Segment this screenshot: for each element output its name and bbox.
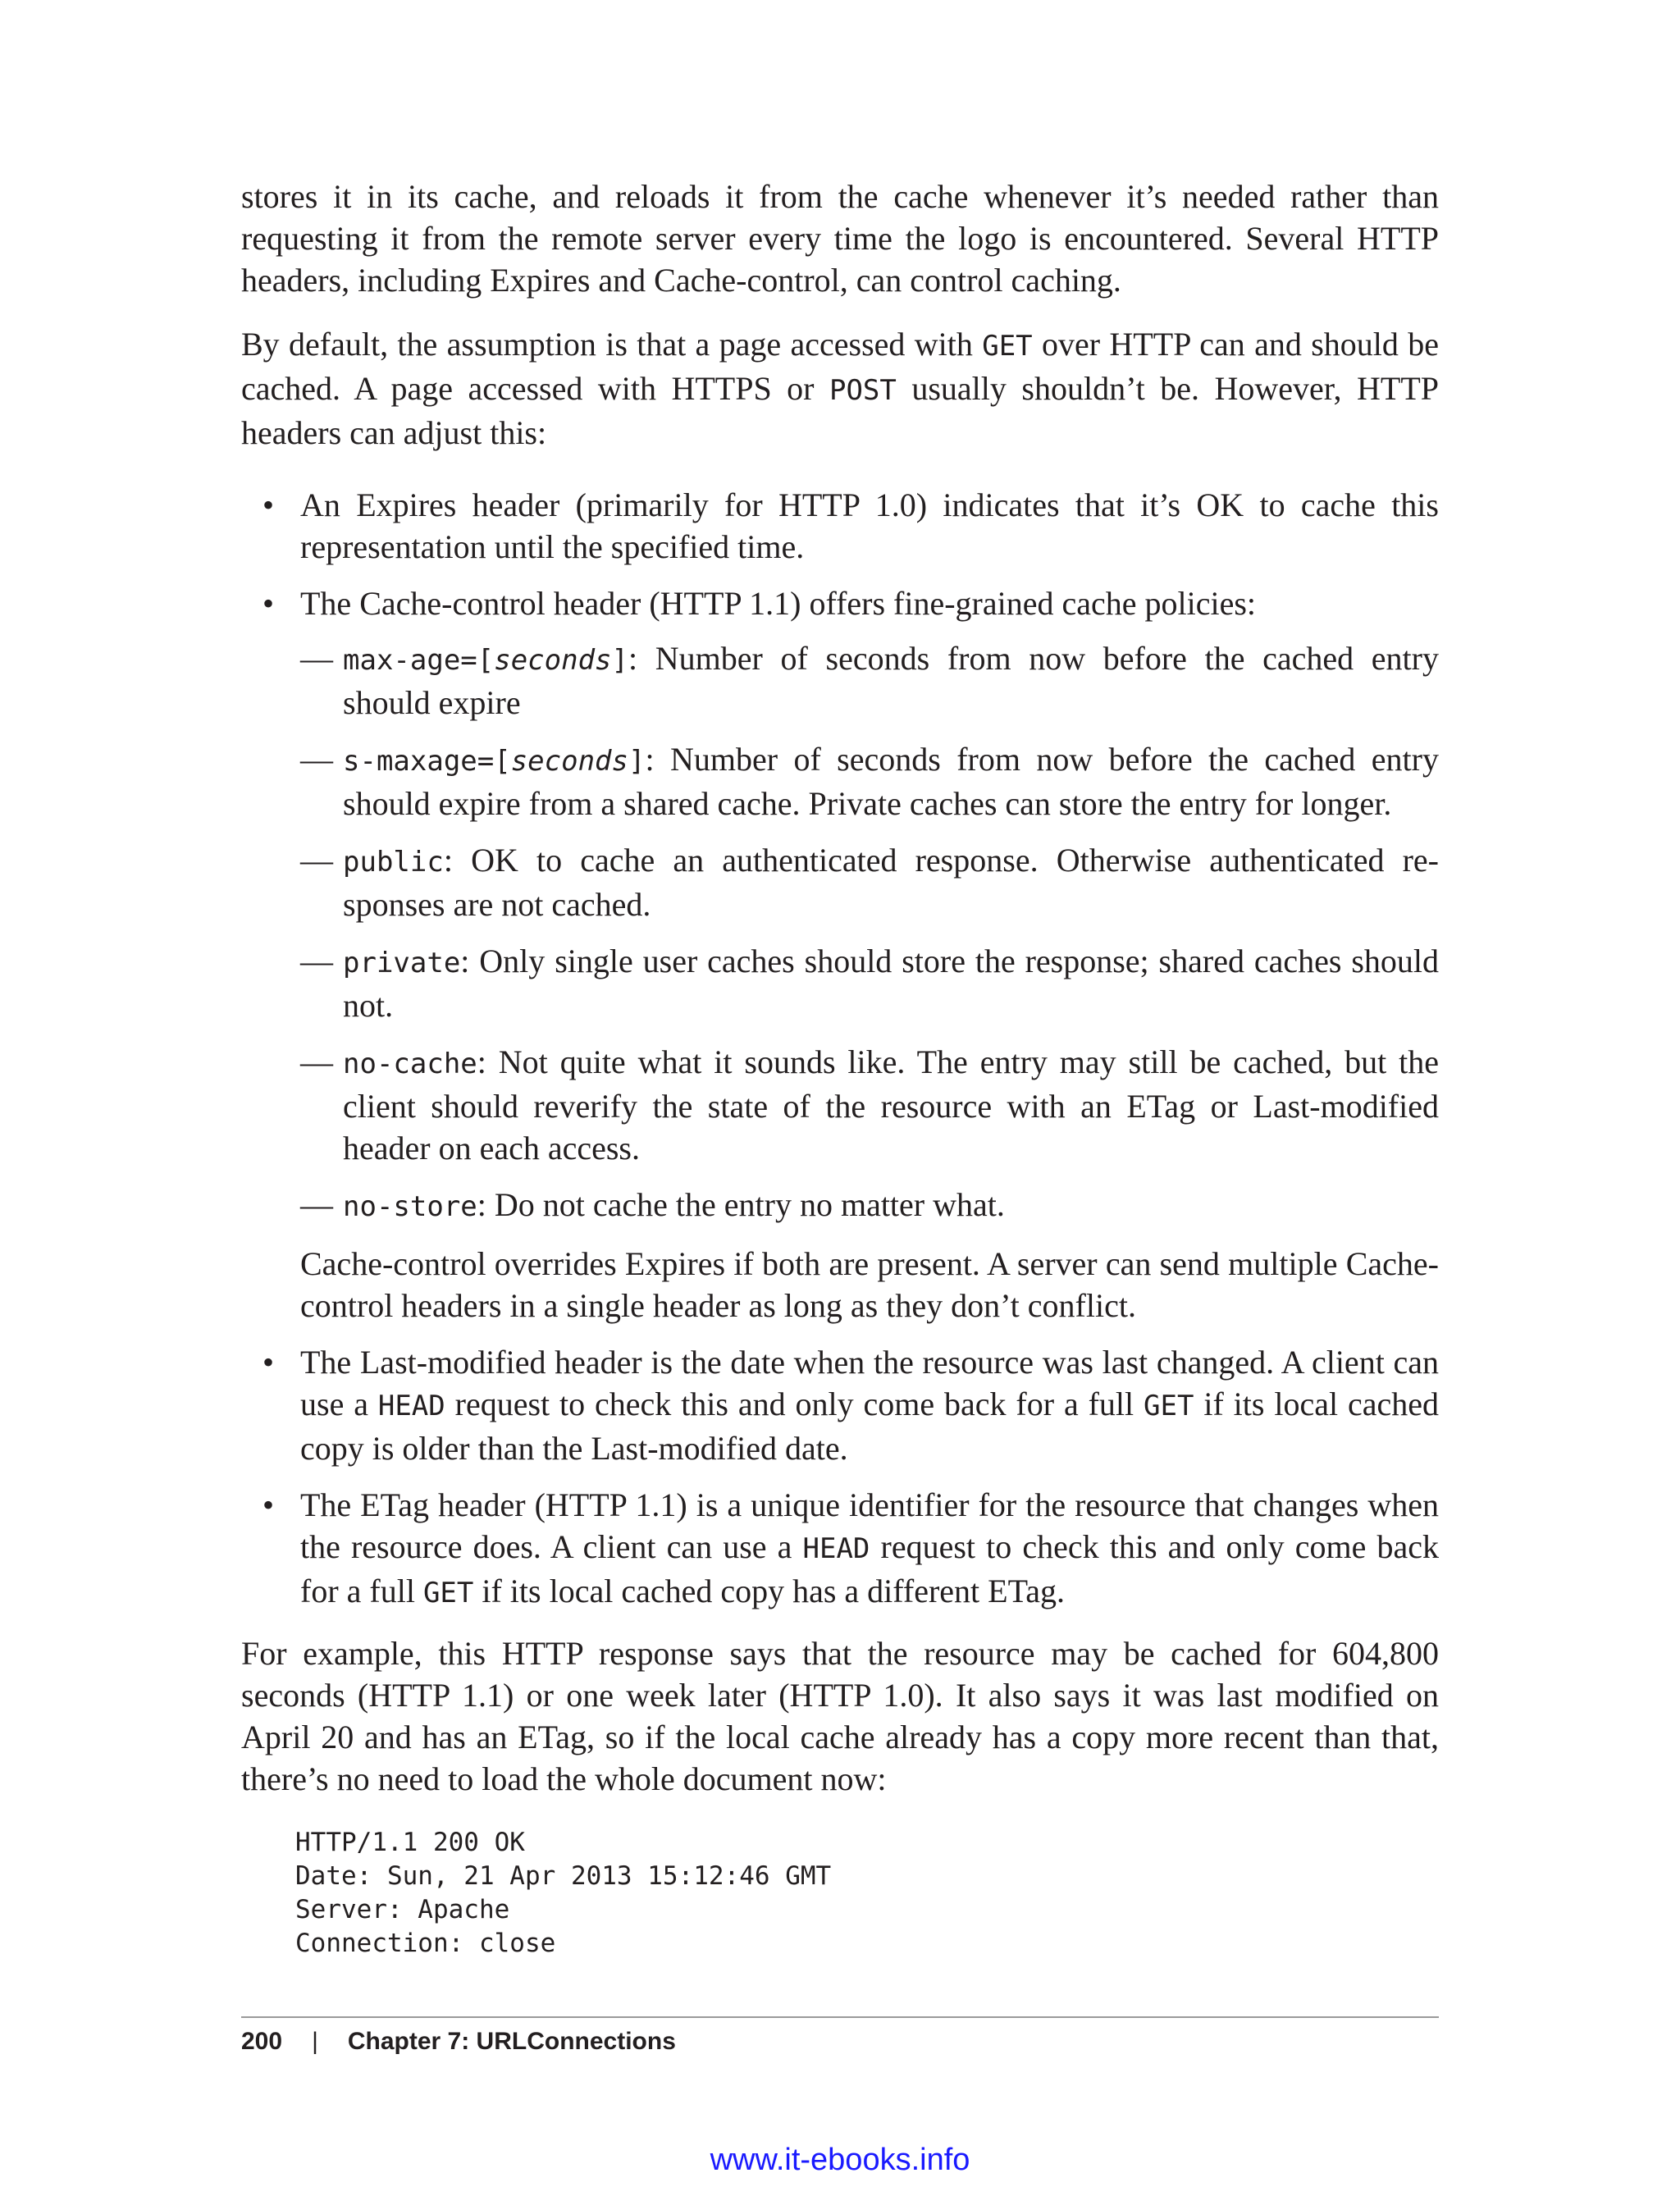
inline-code-get: GET xyxy=(1144,1390,1194,1422)
directive-item xyxy=(300,1041,1439,1169)
text-run: request to check this and only come back for a full xyxy=(300,1528,1439,1609)
text-run: if its local cached copy has a different ETag. xyxy=(473,1573,1065,1609)
directive-description: : Not quite what it sounds like. The entry may still be cached, but the client should reverify the state of the resource with an ETag or Last-modified header on each access. xyxy=(343,1043,1439,1166)
dash-glyph: — xyxy=(300,842,333,879)
bullet-glyph: • xyxy=(262,1486,275,1523)
bullet-glyph: • xyxy=(262,486,275,523)
list-item-text: The Cache-control header (HTTP 1.1) offers fine-grained cache policies: xyxy=(300,585,1257,622)
code-line: Date: Sun, 21 Apr 2013 15:12:46 GMT xyxy=(295,1861,832,1891)
paragraph-text: stores it in its cache, and reloads it from the cache whenever it’s needed rather than requesting it from the remote server every time the logo is encountered. Several HTTP headers, including Expires and Cache-control, can control caching. xyxy=(241,178,1439,299)
list-item-expires xyxy=(254,484,1439,568)
http-response-code-block xyxy=(295,1826,831,1961)
paragraph-example xyxy=(241,1632,1439,1800)
text-run: if its local cached copy is older than the Last-modified date. xyxy=(300,1386,1439,1467)
directive-code: no-cache xyxy=(343,1048,477,1080)
directive-item xyxy=(300,1184,1439,1228)
inline-code-head: HEAD xyxy=(377,1390,445,1422)
dash-glyph: — xyxy=(300,640,333,677)
directive-description: : Number of seconds from now before the cached entry should expire from a shared cache. Private caches can store the entry for longer. xyxy=(343,741,1439,822)
directive-code: max-age=[ xyxy=(343,644,495,677)
directive-item xyxy=(300,637,1439,724)
list-item-last-modified xyxy=(254,1341,1439,1469)
directive-argument: seconds xyxy=(494,644,612,677)
footer-separator: | xyxy=(312,2028,318,2055)
dash-glyph: — xyxy=(300,1043,333,1080)
inline-code-get: GET xyxy=(422,1577,474,1609)
paragraph-default-assumption xyxy=(241,323,1439,454)
directive-description: : OK to cache an authenticated response. Otherwise authenticated responses are not cached. xyxy=(343,842,1439,923)
code-line: HTTP/1.1 200 OK xyxy=(295,1828,525,1857)
code-line: Server: Apache xyxy=(295,1895,510,1924)
paragraph-caching-intro xyxy=(241,176,1439,301)
directive-bracket: ] xyxy=(611,644,629,677)
directive-list xyxy=(300,637,1439,1228)
directive-item xyxy=(300,839,1439,925)
text-run: The Last-modified header is the date when the resource was last changed. A client can use a xyxy=(300,1344,1439,1422)
directive-argument: seconds xyxy=(510,745,628,778)
cache-control-note: Cache-control overrides Expires if both are present. A server can send multiple Cache-control headers in a single header as long as they don’t conflict. xyxy=(300,1245,1439,1324)
directive-item xyxy=(300,738,1439,824)
list-item-cache-control xyxy=(254,582,1439,1326)
page-footer xyxy=(241,2028,676,2056)
bullet-glyph: • xyxy=(262,1344,275,1381)
paragraph-text: For example, this HTTP response says that the resource may be cached for 604,800 seconds (HTTP 1.1) or one week later (HTTP 1.0). It also says it was last modified on April 20 and has an ETag, so if the local cache already has a copy more recent than that, there’s no need to load the whole document now: xyxy=(241,1635,1439,1797)
inline-code-get: GET xyxy=(982,330,1033,363)
chapter-title: Chapter 7: URLConnections xyxy=(347,2028,676,2055)
bullet-glyph: • xyxy=(262,585,275,622)
dash-glyph: — xyxy=(300,741,333,778)
text-run: request to check this and only come back for a full xyxy=(445,1386,1144,1422)
header-bullet-list xyxy=(254,484,1439,1629)
text-run: The ETag header (HTTP 1.1) is a unique identifier for the resource that changes when the resource does. A client can use a xyxy=(300,1486,1439,1565)
directive-description: : Number of seconds from now before the cached entry should expire xyxy=(343,640,1439,721)
watermark-link[interactable]: www.it-ebooks.info xyxy=(710,2143,970,2177)
directive-description: : Do not cache the entry no matter what. xyxy=(477,1186,1005,1223)
directive-code: s-maxage=[ xyxy=(343,745,511,778)
directive-code: private xyxy=(343,947,461,979)
list-item-etag xyxy=(254,1484,1439,1614)
page-number: 200 xyxy=(241,2028,283,2055)
directive-bracket: ] xyxy=(628,745,646,778)
footer-rule xyxy=(241,2016,1439,2018)
dash-glyph: — xyxy=(300,943,333,979)
inline-code-post: POST xyxy=(829,374,897,407)
text-run: over HTTP can and should be cached. A page accessed with HTTPS or xyxy=(241,326,1439,407)
code-line: Connection: close xyxy=(295,1929,556,1958)
text-run: usually shouldn’t be. However, HTTP headers can adjust this: xyxy=(241,370,1439,451)
directive-code: no-store xyxy=(343,1190,477,1223)
dash-glyph: — xyxy=(300,1186,333,1223)
text-run: By default, the assumption is that a page accessed with xyxy=(241,326,983,363)
inline-code-head: HEAD xyxy=(802,1532,870,1565)
directive-description: : Only single user caches should store the response; shared caches should not. xyxy=(343,943,1439,1024)
directive-item xyxy=(300,940,1439,1026)
list-item-text: An Expires header (primarily for HTTP 1.0) indicates that it’s OK to cache this representation until the specified time. xyxy=(300,486,1439,565)
directive-code: public xyxy=(343,846,444,879)
